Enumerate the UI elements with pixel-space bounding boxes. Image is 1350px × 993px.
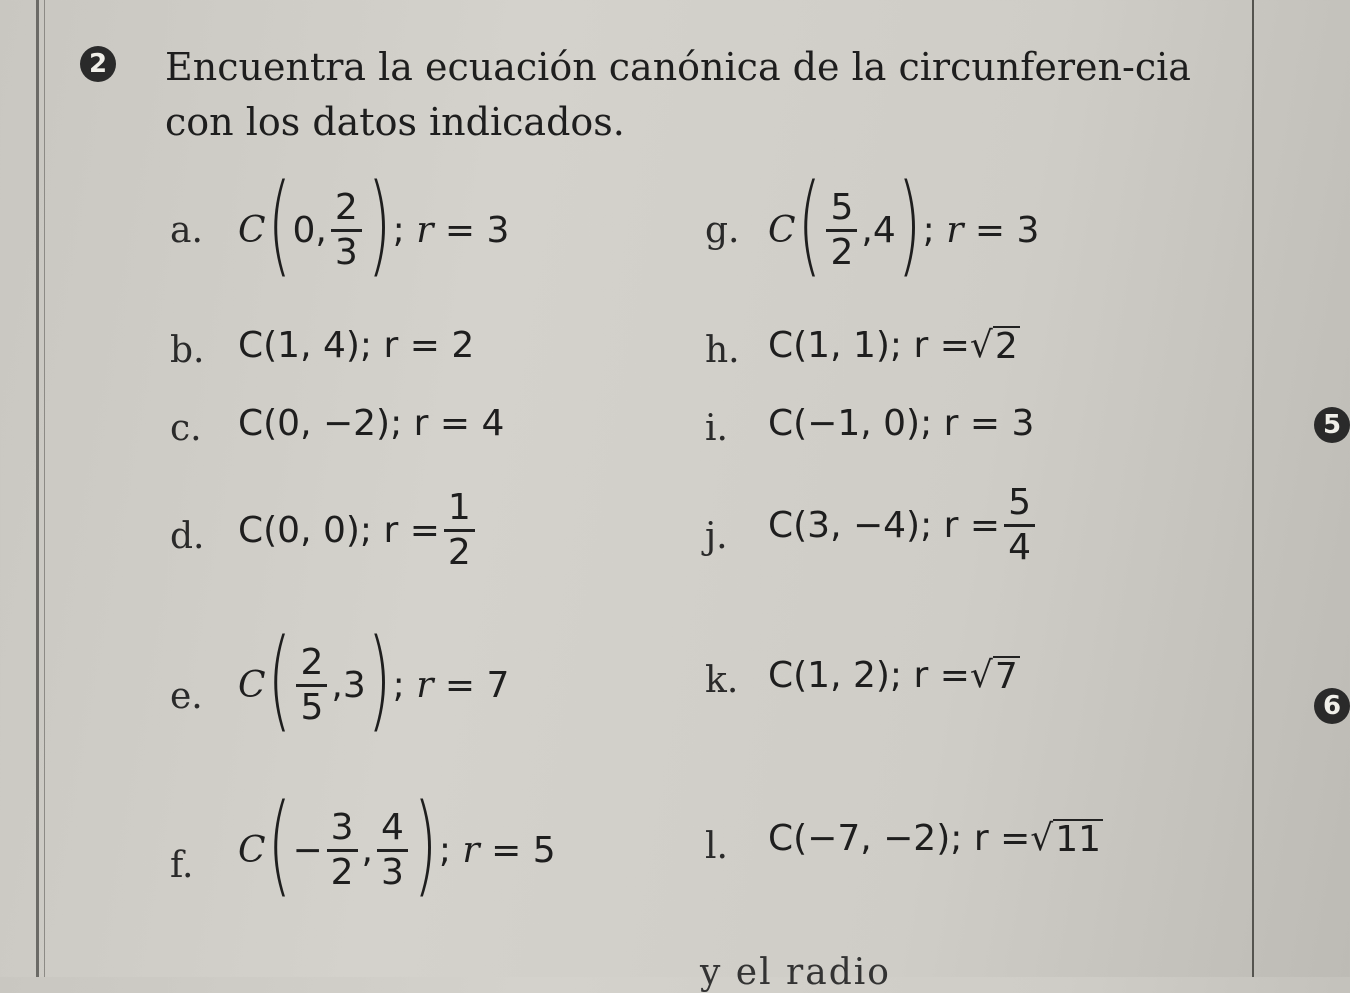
- item-j-letter: j.: [705, 516, 728, 557]
- item-k-expression: C(1, 2); r = √ 7: [768, 655, 1018, 697]
- page-margin-line: [36, 0, 39, 977]
- item-c-expression: C(0, −2); r = 4: [238, 403, 505, 444]
- item-a-expression: C ( 0 , $\frac{2}{3}$ ) ; r = 3: [238, 160, 510, 288]
- sqrt-symbol: √ 7: [969, 655, 1018, 697]
- item-j-expression: C(3, −4); r = $\frac{5}{4}$: [768, 465, 1039, 585]
- item-i-letter: i.: [705, 408, 728, 449]
- item-e-expression: C ( $\frac{2}{5}$ , 3 ) ; r = 7: [238, 615, 510, 743]
- sqrt-symbol: √ 11: [1030, 818, 1101, 860]
- item-k-letter: k.: [705, 660, 739, 701]
- item-d-expression: C(0, 0); r = $\frac{1}{2}$: [238, 470, 479, 590]
- item-g-letter: g.: [705, 210, 740, 251]
- column-divider: [1252, 0, 1254, 977]
- item-l-letter: l.: [705, 826, 728, 867]
- item-b-letter: b.: [170, 330, 205, 371]
- item-h-letter: h.: [705, 330, 740, 371]
- item-h-expression: C(1, 1); r = √ 2: [768, 325, 1018, 367]
- item-f-letter: f.: [170, 845, 194, 886]
- item-d-letter: d.: [170, 516, 205, 557]
- exercise-instruction: Encuentra la ecuación canónica de la circunferen-cia con los datos indicados.: [165, 45, 1191, 144]
- item-e-letter: e.: [170, 676, 203, 717]
- cut-off-text: y el radio: [700, 952, 891, 993]
- item-l-expression: C(−7, −2); r = √ 11: [768, 818, 1101, 860]
- side-number-badge-6: 6: [1314, 688, 1350, 724]
- side-number-badge-5: 5: [1314, 407, 1350, 443]
- item-g-expression: C ( $\frac{5}{2}$ , 4 ) ; r = 3: [768, 160, 1040, 288]
- item-i-expression: C(−1, 0); r = 3: [768, 403, 1035, 444]
- item-a-letter: a.: [170, 210, 203, 251]
- item-f-expression: C ( − $\frac{3}{2}$ , $\frac{4}{3}$ ) ; r = 5: [238, 780, 556, 908]
- item-c-letter: c.: [170, 408, 202, 449]
- exercise-number-badge: 2: [80, 46, 116, 82]
- sqrt-symbol: √ 2: [969, 325, 1018, 367]
- item-b-expression: C(1, 4); r = 2: [238, 325, 475, 366]
- page-margin-line-inner: [44, 0, 45, 977]
